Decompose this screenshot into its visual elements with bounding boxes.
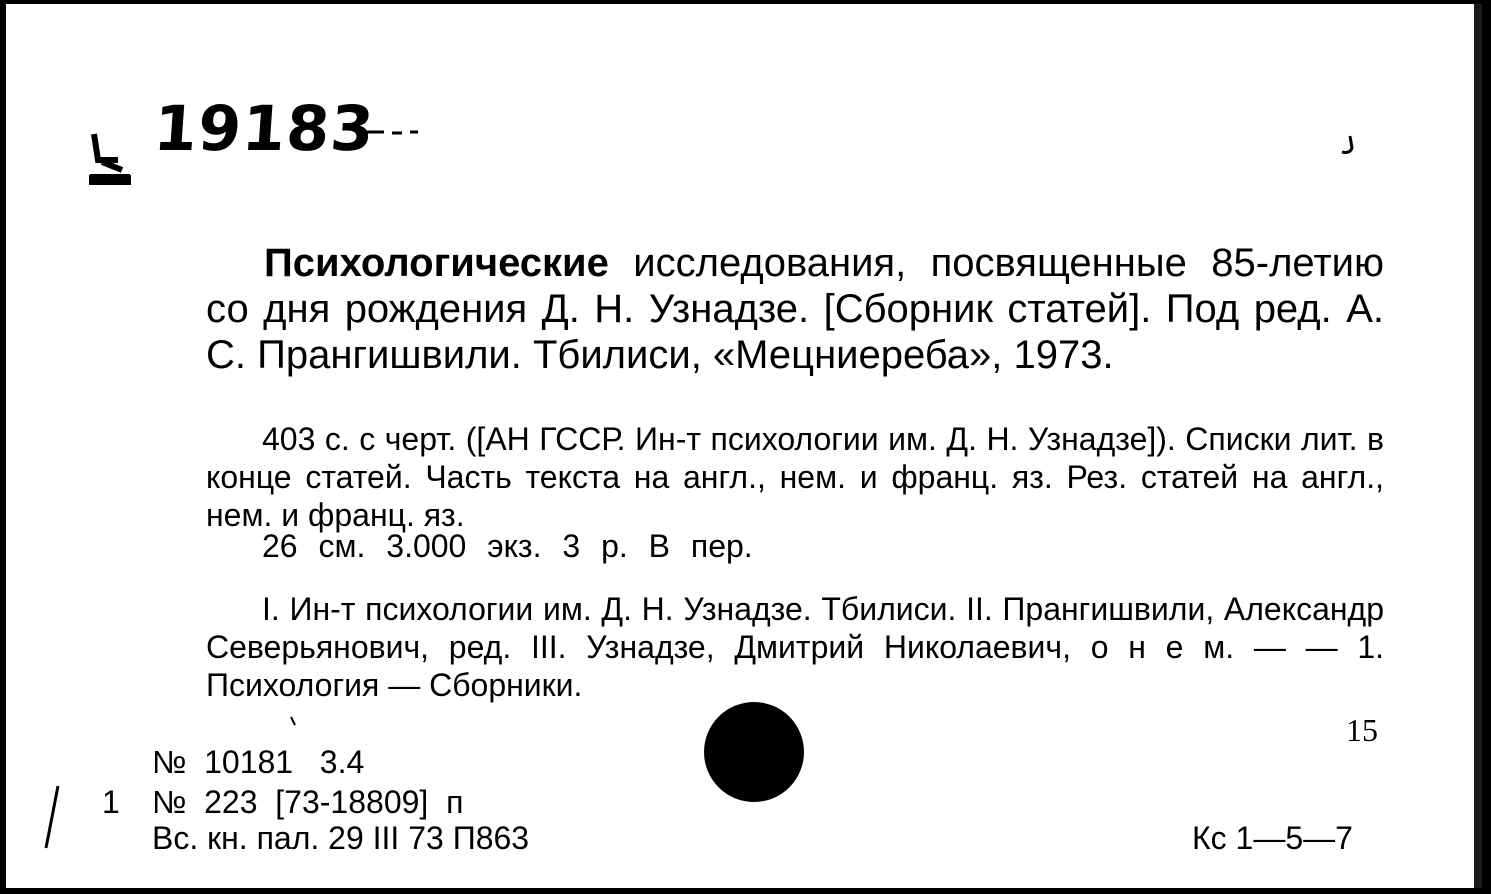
handwritten-margin-stroke (42, 784, 62, 850)
title-text: исследования, посвященные 85-летию со дня рождения Д. Н. Узнадзе. [Сборник статей]. Под ред. А. С. Прангишвили. Тбилиси, «Мецниереба», 1973. (206, 241, 1384, 377)
footer-line-number: 1 (102, 784, 120, 820)
footer-record-number: № 10181 3.4 (152, 744, 365, 780)
size-price-line: 26 см. 3.000 экз. 3 р. В пер. (262, 528, 753, 564)
description-text: 403 с. с черт. ([АН ГССР. Ин-т психологии им. Д. Н. Узнадзе]). Списки лит. в конце статей. Часть текста на англ., нем. и франц. яз. Рез. статей на англ., нем. и франц. яз. (206, 421, 1384, 533)
footer-order-number: № 223 [73-18809] п (152, 784, 464, 820)
inventory-number: 19183 (151, 92, 378, 165)
physical-description (206, 420, 1384, 534)
card-edge-shadow (1474, 4, 1482, 888)
punch-hole (704, 702, 804, 802)
tracings-text: I. Ин-т психологии им. Д. Н. Узнадзе. Тбилиси. II. Прангишвили, Александр Северьянович, ред. III. Узнадзе, Дмитрий Николаевич, о н е м. — — 1. Психология — Сборники. (206, 591, 1384, 703)
tracings (206, 590, 1384, 704)
bibliographic-title (206, 240, 1384, 378)
footer-chamber-info: Вс. кн. пал. 29 III 73 П863 (152, 820, 530, 856)
pencil-hook-mark (1336, 134, 1358, 158)
card-number: 15 (1346, 712, 1378, 748)
catalog-card (6, 4, 1480, 888)
pencil-dash-mark (362, 128, 422, 136)
classification-code: Кс 1—5—7 (1192, 820, 1353, 856)
title-lead-word: Психологические (264, 241, 609, 285)
handwritten-corner-mark (88, 130, 132, 186)
pencil-tick-mark (290, 716, 296, 726)
